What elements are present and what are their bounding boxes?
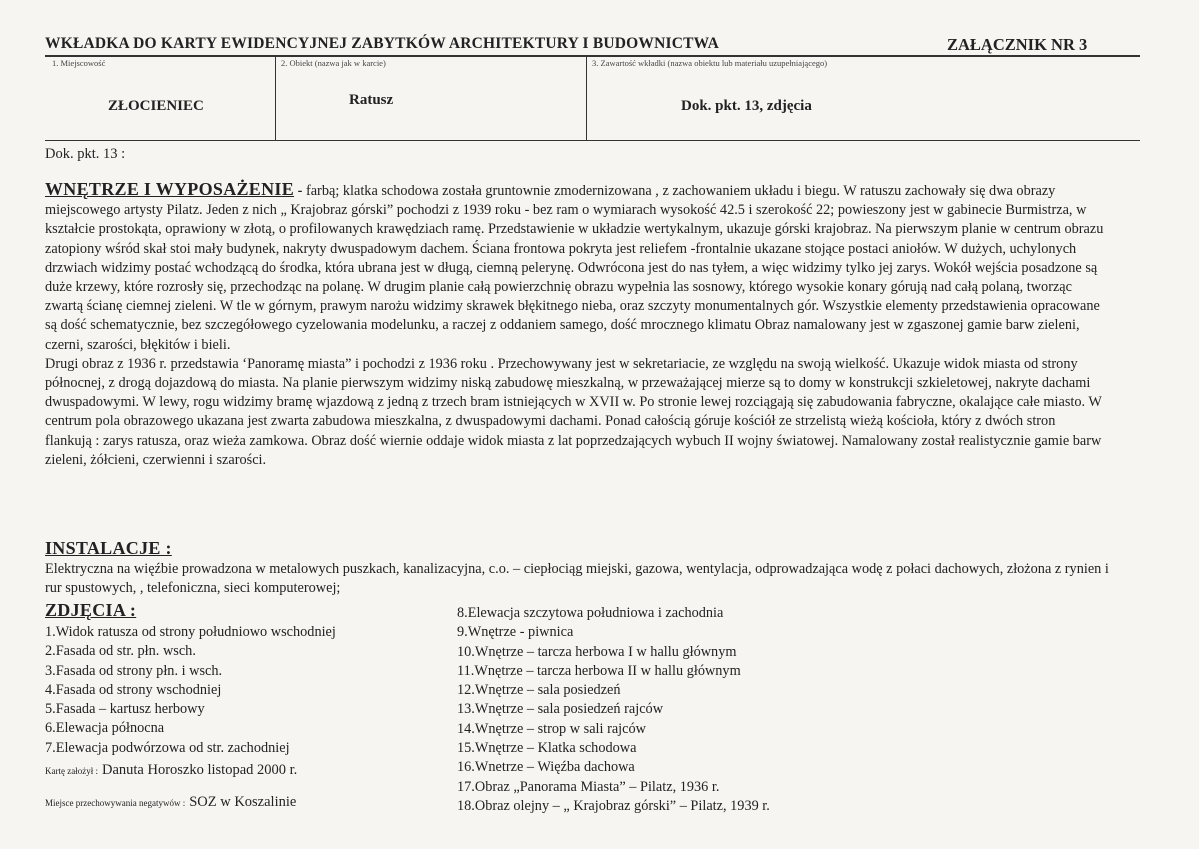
- list-item: 10.Wnętrze – tarcza herbowa I w hallu głównym: [457, 643, 737, 660]
- installations-heading: INSTALACJE :: [45, 538, 172, 558]
- list-item: 5.Fasada – kartusz herbowy: [45, 701, 205, 718]
- interior-text: farbą; klatka schodowa została gruntownie zmodernizowana , z zachowaniem układu i biegu. W ratuszu zachowały się dwa obrazy miejscowego artysty Pilatz. Jeden z nich „ Krajobraz górski” pochodzi z 1939 roku - bez ram o wymiarach wysokość 42.5 i szerokość 22; powieszony jest w gabinecie Burmistrza, w kształcie prostokąta, oprawiony w złotą, o profilowanych krawędziach ramę. Przedstawienie w układzie wertykalnym, ukazuje górski krajobraz. Na pierwszym planie w centrum obrazu zatopiony wśród skał stoi mały budynek, nakryty dwuspadowym dachem. Ściana frontowa pokryta jest reliefem -frontalnie ukazane stojące postaci aniołów. W dużych, uchylonych drzwiach widzimy postać wchodzącą do środka, która ubrana jest w długą, ciemną pelerynę. Odwrócona jest do nas tyłem, a więc widzimy tylko jej zarys. Wokół wejścia posadzone są duże krzewy, które rozrosły się, przechodząc na polanę. W drugim planie całą powierzchnię obrazu wypełnia las sosnowy, którego wysokie konary górują nad całą polaną, tworząc zwartą ścianę ciemnej zieleni. W tle w górnym, prawym narożu widzimy skrawek błękitnego nieba, oraz szczyty monumentalnych gór. Wszystkie elementy przedstawienia opracowane są dość schematycznie, bez szczegółowego cyzelowania modelunku, a raczej z oddaniem samego, dość mrocznego klimatu Obraz namalowany jest w zgaszonej gamie barw zieleni, czerni, szarości, błękitów i bieli.: [45, 183, 1104, 353]
- list-item: 15.Wnętrze – Klatka schodowa: [457, 740, 637, 757]
- content-value: Dok. pkt. 13, zdjęcia: [681, 98, 812, 114]
- list-item: 16.Wnetrze – Więźba dachowa: [457, 759, 635, 776]
- list-item: 7.Elewacja podwórzowa od str. zachodniej: [45, 739, 290, 756]
- fields-bottom-rule: [45, 140, 1140, 141]
- list-item: 18.Obraz olejny – „ Krajobraz górski” – Pilatz, 1939 r.: [457, 797, 770, 814]
- card-author: [45, 761, 297, 779]
- list-item: 17.Obraz „Panorama Miasta” – Pilatz, 1936 r.: [457, 778, 720, 795]
- interior-dash: -: [294, 183, 306, 199]
- location-label: 1. Miejscowość: [52, 58, 106, 68]
- field-divider-2: [586, 57, 587, 140]
- negatives-value: SOZ w Koszalinie: [189, 794, 297, 810]
- content-label: 3. Zawartość wkładki (nazwa obiektu lub materiału uzupełniającego): [592, 58, 828, 68]
- list-item: 8.Elewacja szczytowa południowa i zachodnia: [457, 605, 724, 621]
- card-author-label: Kartę założył :: [45, 766, 98, 776]
- installations-text: Elektryczna na więźbie prowadzona w metalowych puszkach, kanalizacyjna, c.o. – ciepłociąg miejski, gazowa, wentylacja, odprowadzająca wodę z połaci dachowych, złożona z rynien i rur spustowych, , telefoniczna, sieci komputerowej;: [45, 561, 1109, 597]
- interior-heading: WNĘTRZE I WYPOSAŻENIE: [45, 179, 295, 199]
- list-item: 11.Wnętrze – tarcza herbowa II w hallu głównym: [457, 662, 741, 679]
- form-title: WKŁADKA DO KARTY EWIDENCYJNEJ ZABYTKÓW ARCHITEKTURY I BUDOWNICTWA: [45, 35, 720, 52]
- list-item: 13.Wnętrze – sala posiedzeń rajców: [457, 701, 664, 718]
- object-label: 2. Obiekt (nazwa jak w karcie): [281, 58, 386, 68]
- list-item: 4.Fasada od strony wschodniej: [45, 681, 222, 698]
- list-item: 6.Elewacja północna: [45, 720, 165, 737]
- photos-heading: ZDJĘCIA :: [45, 600, 137, 620]
- second-painting-text: Drugi obraz z 1936 r. przedstawia ‘Panoramę miasta” i pochodzi z 1936 roku . Przechowywany jest w sekretariacie, ze względu na swoją wielkość. Ukazuje widok miasta od strony północnej, z drogą dojazdową do miasta. Na planie pierwszym widzimy niską zabudowę mieszkalną, w przeważającej mierze są to domy w konstrukcji szkieletowej, nakryte dachami dwuspadowymi. W lewy, rogu widzimy bramę wjazdową z jedną z trzech bram istniejących w XVII w. Po stronie lewej rozciągają się zabudowania fabryczne, okalające całe miasto. W centrum pola obrazowego ukazana jest zwarta zabudowa mieszkalna, z dwuspadowymi dachami. Ponad całością góruje kościół ze strzelistą wieżą kościoła, który z dwóch stron flankują : zarys ratusza, oraz wieża zamkowa. Obraz dość wiernie oddaje widok miasta z lat poprzedzających wybuch II wojny światowej. Namalowany został realistycznie gamie barw zieleni, żółcieni, czerwienni i szarości.: [45, 355, 1102, 468]
- negatives-label: Miejsce przechowywania negatywów :: [45, 798, 186, 808]
- list-item: 1.Widok ratusza od strony południowo wschodniej: [45, 624, 336, 640]
- card-author-value: Danuta Horoszko listopad 2000 r.: [101, 762, 298, 778]
- list-item: 3.Fasada od strony płn. i wsch.: [45, 662, 223, 679]
- object-value: Ratusz: [349, 92, 394, 108]
- location-value: ZŁOCIENIEC: [108, 98, 204, 114]
- negatives-location: [45, 793, 296, 811]
- header-rule: [45, 55, 1140, 57]
- doc-reference: Dok. pkt. 13 :: [45, 146, 126, 162]
- list-item: 12.Wnętrze – sala posiedzeń: [457, 682, 621, 699]
- field-divider-1: [275, 57, 276, 140]
- photos-list-left: [45, 623, 336, 758]
- annex-number: ZAŁĄCZNIK NR 3: [947, 35, 1088, 54]
- interior-section: [45, 180, 1105, 470]
- list-item: 2.Fasada od str. płn. wsch.: [45, 643, 196, 660]
- list-item: 14.Wnętrze – strop w sali rajców: [457, 720, 646, 737]
- list-item: 9.Wnętrze - piwnica: [457, 624, 574, 641]
- photos-list-right: [457, 604, 770, 816]
